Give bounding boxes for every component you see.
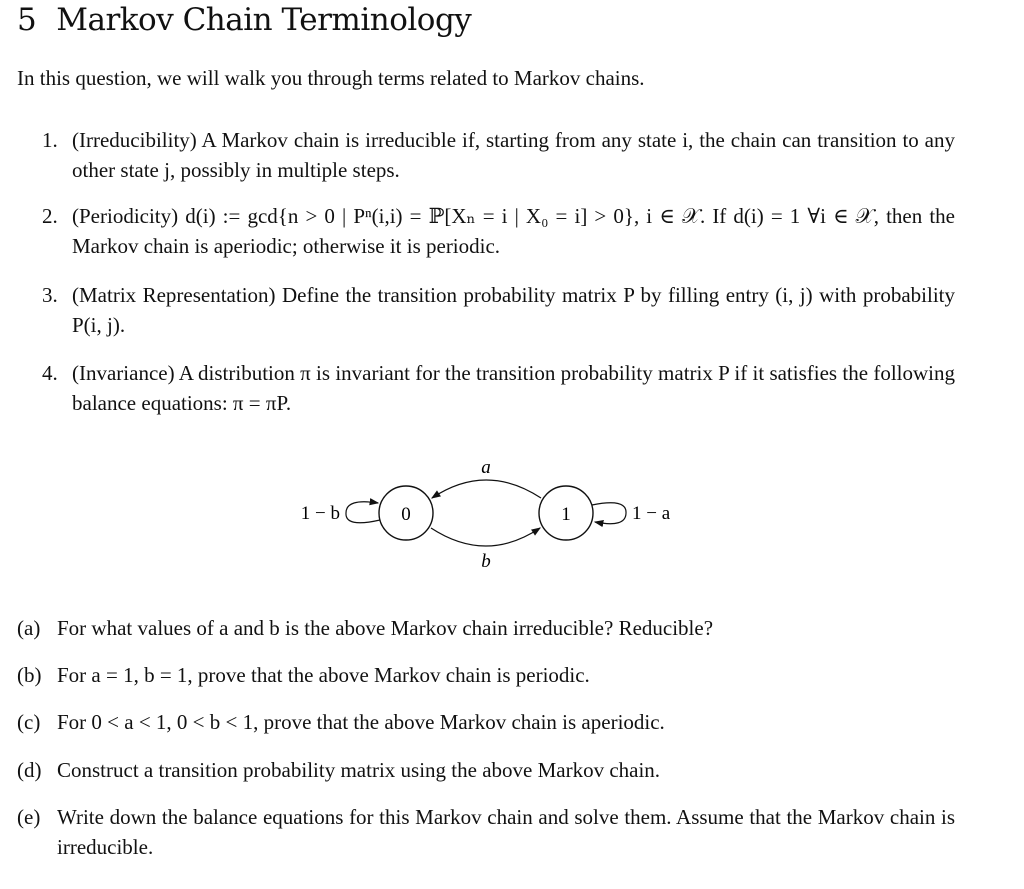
- part-label: (e): [17, 805, 41, 829]
- loop-label-0: 1 − b: [300, 503, 340, 524]
- item-number: 3.: [42, 283, 58, 307]
- question-part: [17, 707, 955, 737]
- list-item: [42, 125, 955, 185]
- part-label: (a): [17, 616, 41, 640]
- question-part: [17, 613, 955, 643]
- edge-0-to-1: [431, 528, 540, 546]
- part-label: (b): [17, 663, 42, 687]
- markov-chain-diagram: [0, 440, 1024, 585]
- section-number: 5: [17, 2, 37, 38]
- state-0-label: 0: [401, 504, 411, 525]
- item-text: (Invariance) A distribution π is invariant for the transition probability matrix P if it satisfies the following balance equations: π = πP.: [72, 361, 955, 415]
- loop-label-1: 1 − a: [632, 503, 671, 524]
- item-number: 2.: [42, 204, 58, 228]
- part-text: For 0 < a < 1, 0 < b < 1, prove that the above Markov chain is aperiodic.: [57, 710, 665, 734]
- edge-label-b: b: [481, 551, 491, 572]
- part-label: (d): [17, 758, 42, 782]
- item-text: (Periodicity) d(i) := gcd{n > 0 | Pⁿ(i,i) = ℙ[Xₙ = i | X₀ = i] > 0}, i ∈ 𝒳. If d(i) = 1 ∀i ∈ 𝒳, then the Markov chain is aperiodic; otherwise it is periodic.: [72, 204, 955, 258]
- question-part: [17, 660, 955, 690]
- list-item: [42, 358, 955, 418]
- edge-label-a: a: [481, 457, 491, 478]
- loop-0: [346, 502, 380, 523]
- item-number: 1.: [42, 128, 58, 152]
- intro-text: In this question, we will walk you through terms related to Markov chains.: [17, 66, 645, 90]
- list-item: [42, 280, 955, 340]
- part-text: For a = 1, b = 1, prove that the above Markov chain is periodic.: [57, 663, 590, 687]
- section-title: [17, 2, 471, 38]
- item-number: 4.: [42, 361, 58, 385]
- section-title-text: Markov Chain Terminology: [56, 2, 472, 38]
- part-text: For what values of a and b is the above Markov chain irreducible? Reducible?: [57, 616, 714, 640]
- item-text: (Matrix Representation) Define the transition probability matrix P by filling entry (i, j) with probability P(i, j).: [72, 283, 955, 337]
- question-part: [17, 755, 955, 785]
- edge-1-to-0: [432, 480, 541, 498]
- part-text: Construct a transition probability matrix using the above Markov chain.: [57, 758, 661, 782]
- loop-1: [592, 503, 626, 524]
- part-text: Write down the balance equations for this Markov chain and solve them. Assume that the Markov chain is irreducible.: [57, 805, 955, 859]
- question-part: [17, 802, 955, 862]
- state-1-label: 1: [561, 504, 571, 525]
- item-text: (Irreducibility) A Markov chain is irreducible if, starting from any state i, the chain can transition to any other state j, possibly in multiple steps.: [72, 128, 955, 182]
- list-item: [42, 201, 955, 261]
- part-label: (c): [17, 710, 41, 734]
